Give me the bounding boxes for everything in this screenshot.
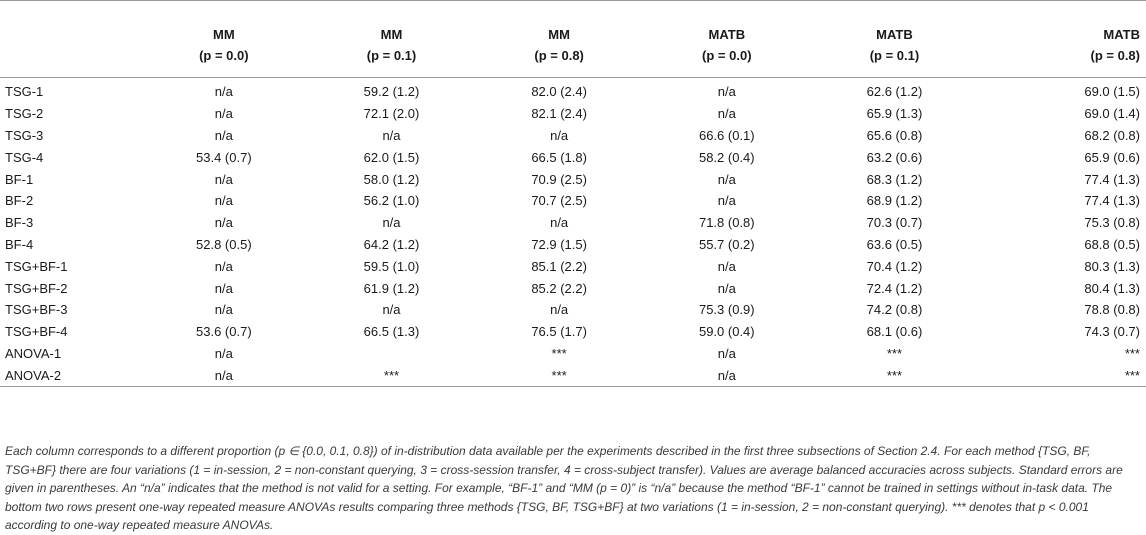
table-cell: 70.3 (0.7): [866, 215, 923, 231]
table-cell: 63.6 (0.5): [866, 236, 923, 252]
table-cell: 52.8 (0.5): [196, 236, 252, 252]
table-cell: ***: [383, 367, 400, 383]
table-cell: n/a: [382, 215, 401, 231]
table-cell: 66.6 (0.1): [698, 127, 755, 143]
row-label: TSG+BF-4: [5, 324, 68, 340]
table-row: [0, 168, 1146, 190]
row-label: TSG+BF-1: [5, 258, 68, 274]
table-cell: 74.3 (0.7): [1084, 324, 1140, 340]
table-cell: 58.2 (0.4): [698, 149, 755, 165]
table-cell: 62.6 (1.2): [866, 84, 923, 100]
table-cell: 77.4 (1.3): [1084, 193, 1140, 209]
table-cell: 66.5 (1.8): [531, 149, 587, 165]
table-cell: n/a: [214, 193, 233, 209]
table-cell: ***: [1124, 367, 1140, 383]
table-cell: n/a: [214, 345, 233, 361]
table-header: [0, 1, 1146, 78]
column-header-name: MM: [212, 27, 235, 42]
table-cell: 82.0 (2.4): [531, 84, 587, 100]
table-cell: 59.2 (1.2): [363, 84, 420, 100]
table-cell: 71.8 (0.8): [698, 215, 755, 231]
table-cell: 70.7 (2.5): [531, 193, 587, 209]
table-cell: 53.6 (0.7): [196, 324, 252, 340]
row-label: ANOVA-1: [5, 345, 62, 361]
column-header-proportion: (p = 0.1): [869, 47, 920, 63]
table-cell: n/a: [550, 127, 569, 143]
table-cell: 56.2 (1.0): [363, 193, 420, 209]
table-row: [0, 343, 1146, 365]
table-cell: n/a: [214, 280, 233, 296]
table-row: [0, 299, 1146, 321]
row-label: BF-1: [5, 171, 34, 187]
table-cell: n/a: [214, 171, 233, 187]
table-cell: n/a: [717, 171, 736, 187]
table-cell: n/a: [382, 302, 401, 318]
column-header-name: MM: [380, 27, 403, 42]
table-caption: Each column corresponds to a different proportion (p ∈ {0.0, 0.1, 0.8}) of in-distribution data available per the experiments described in the first three subsections of Section 2.4. For each method {TSG, BF, TSG+BF} there are four variations (1 = in-session, 2 = non-constant querying, 3 = cross-session transfer, 4 = cross-subject transfer). Values are average balanced accuracies across subjects. Standard errors are given in parentheses. An “n/a” indicates that the method is not valid for a setting. For example, “BF-1” and “MM (p = 0)” is “n/a” because the method “BF-1” cannot be trained in settings without in-task data. The bottom two rows present one-way repeated measure ANOVAs results comparing three methods {TSG, BF, TSG+BF} at two variations (1 = in-session, 2 = non-constant querying). *** denotes that p < 0.001 according to one-way repeated measure ANOVAs.: [5, 444, 1123, 532]
table-cell: [308, 343, 476, 365]
table-cell: 69.0 (1.4): [1084, 106, 1140, 122]
column-header-proportion: (p = 0.8): [534, 47, 584, 63]
table-row: [0, 78, 1146, 103]
table-row: [0, 103, 1146, 125]
table-cell: 53.4 (0.7): [196, 149, 252, 165]
table-cell: ***: [1124, 345, 1140, 361]
table-cell: n/a: [550, 302, 569, 318]
row-label: ANOVA-2: [5, 367, 62, 383]
table-row: [0, 277, 1146, 299]
table-cell: 58.0 (1.2): [363, 171, 420, 187]
table-cell: 65.9 (1.3): [866, 106, 923, 122]
table-cell: 75.3 (0.9): [698, 302, 755, 318]
table-cell: 76.5 (1.7): [531, 324, 587, 340]
table-cell: 69.0 (1.5): [1084, 84, 1140, 100]
table-cell: 68.3 (1.2): [866, 171, 923, 187]
table-cell: 72.9 (1.5): [531, 236, 587, 252]
column-header-name: MATB: [708, 27, 746, 42]
table-cell: 68.9 (1.2): [866, 193, 923, 209]
table-cell: 72.1 (2.0): [363, 106, 420, 122]
table-row: [0, 125, 1146, 147]
table-row: [0, 146, 1146, 168]
table-row: [0, 364, 1146, 386]
row-label: TSG-3: [5, 127, 44, 143]
header-corner: [0, 1, 140, 42]
row-label: BF-3: [5, 215, 34, 231]
table-cell: 63.2 (0.6): [866, 149, 923, 165]
table-cell: 68.8 (0.5): [1084, 236, 1140, 252]
table-cell: n/a: [717, 258, 736, 274]
table-cell: n/a: [214, 127, 233, 143]
table-cell: n/a: [214, 215, 233, 231]
column-header-proportion: (p = 0.8): [1090, 47, 1140, 63]
table-cell: 82.1 (2.4): [531, 106, 587, 122]
table-cell: 61.9 (1.2): [363, 280, 420, 296]
table-cell: ***: [886, 367, 903, 383]
column-header-name: MATB: [876, 27, 913, 42]
table-row: [0, 190, 1146, 212]
header-row-method: [0, 1, 1146, 42]
row-label: BF-4: [5, 236, 34, 252]
table-cell: 75.3 (0.8): [1084, 215, 1140, 231]
table-cell: 59.5 (1.0): [363, 258, 420, 274]
table-cell: n/a: [214, 84, 233, 100]
table-cell: ***: [551, 345, 567, 361]
row-label: TSG-1: [5, 84, 44, 100]
table-cell: 66.5 (1.3): [363, 324, 420, 340]
table-cell: n/a: [214, 302, 233, 318]
table-cell: 70.9 (2.5): [531, 171, 587, 187]
table-cell: 68.1 (0.6): [866, 324, 923, 340]
table-row: [0, 212, 1146, 234]
column-header-proportion: (p = 0.1): [366, 47, 417, 63]
table-cell: 85.2 (2.2): [531, 280, 587, 296]
header-corner: [0, 41, 140, 78]
column-header-name: MATB: [1103, 27, 1140, 42]
row-label: TSG-4: [5, 149, 44, 165]
table-cell: 78.8 (0.8): [1084, 302, 1140, 318]
table-cell: n/a: [214, 258, 233, 274]
row-label: TSG-2: [5, 106, 44, 122]
table-row: [0, 321, 1146, 343]
row-label: TSG+BF-3: [5, 302, 68, 318]
table-cell: 64.2 (1.2): [363, 236, 420, 252]
table-cell: 65.6 (0.8): [866, 127, 923, 143]
table-cell: n/a: [717, 84, 736, 100]
row-label: BF-2: [5, 193, 34, 209]
table-cell: n/a: [717, 193, 736, 209]
table-cell: 80.4 (1.3): [1084, 280, 1140, 296]
table-cell: n/a: [717, 106, 736, 122]
table-cell: n/a: [214, 106, 233, 122]
header-row-proportion: [0, 41, 1146, 78]
table-cell: 80.3 (1.3): [1084, 258, 1140, 274]
table-cell: 62.0 (1.5): [363, 149, 420, 165]
table-row: [0, 234, 1146, 256]
table-cell: n/a: [550, 215, 569, 231]
table-body: [0, 78, 1146, 387]
table-cell: n/a: [717, 280, 736, 296]
table-cell: n/a: [214, 367, 233, 383]
table-cell: 59.0 (0.4): [698, 324, 755, 340]
table-cell: ***: [886, 345, 903, 361]
table-cell: 72.4 (1.2): [866, 280, 923, 296]
table-cell: 55.7 (0.2): [698, 236, 755, 252]
table-cell: n/a: [717, 345, 736, 361]
table-cell: 65.9 (0.6): [1084, 149, 1140, 165]
column-header-proportion: (p = 0.0): [702, 47, 752, 63]
table-cell: n/a: [382, 127, 401, 143]
column-header-name: MM: [548, 27, 570, 42]
table-cell: n/a: [717, 367, 736, 383]
table-cell: 77.4 (1.3): [1084, 171, 1140, 187]
row-label: TSG+BF-2: [5, 280, 68, 296]
column-header-proportion: (p = 0.0): [199, 47, 249, 63]
table-cell: 68.2 (0.8): [1084, 127, 1140, 143]
table-cell: ***: [551, 367, 567, 383]
table-cell: 70.4 (1.2): [866, 258, 923, 274]
table-cell: 85.1 (2.2): [531, 258, 587, 274]
table-row: [0, 255, 1146, 277]
table-cell: 74.2 (0.8): [866, 302, 923, 318]
